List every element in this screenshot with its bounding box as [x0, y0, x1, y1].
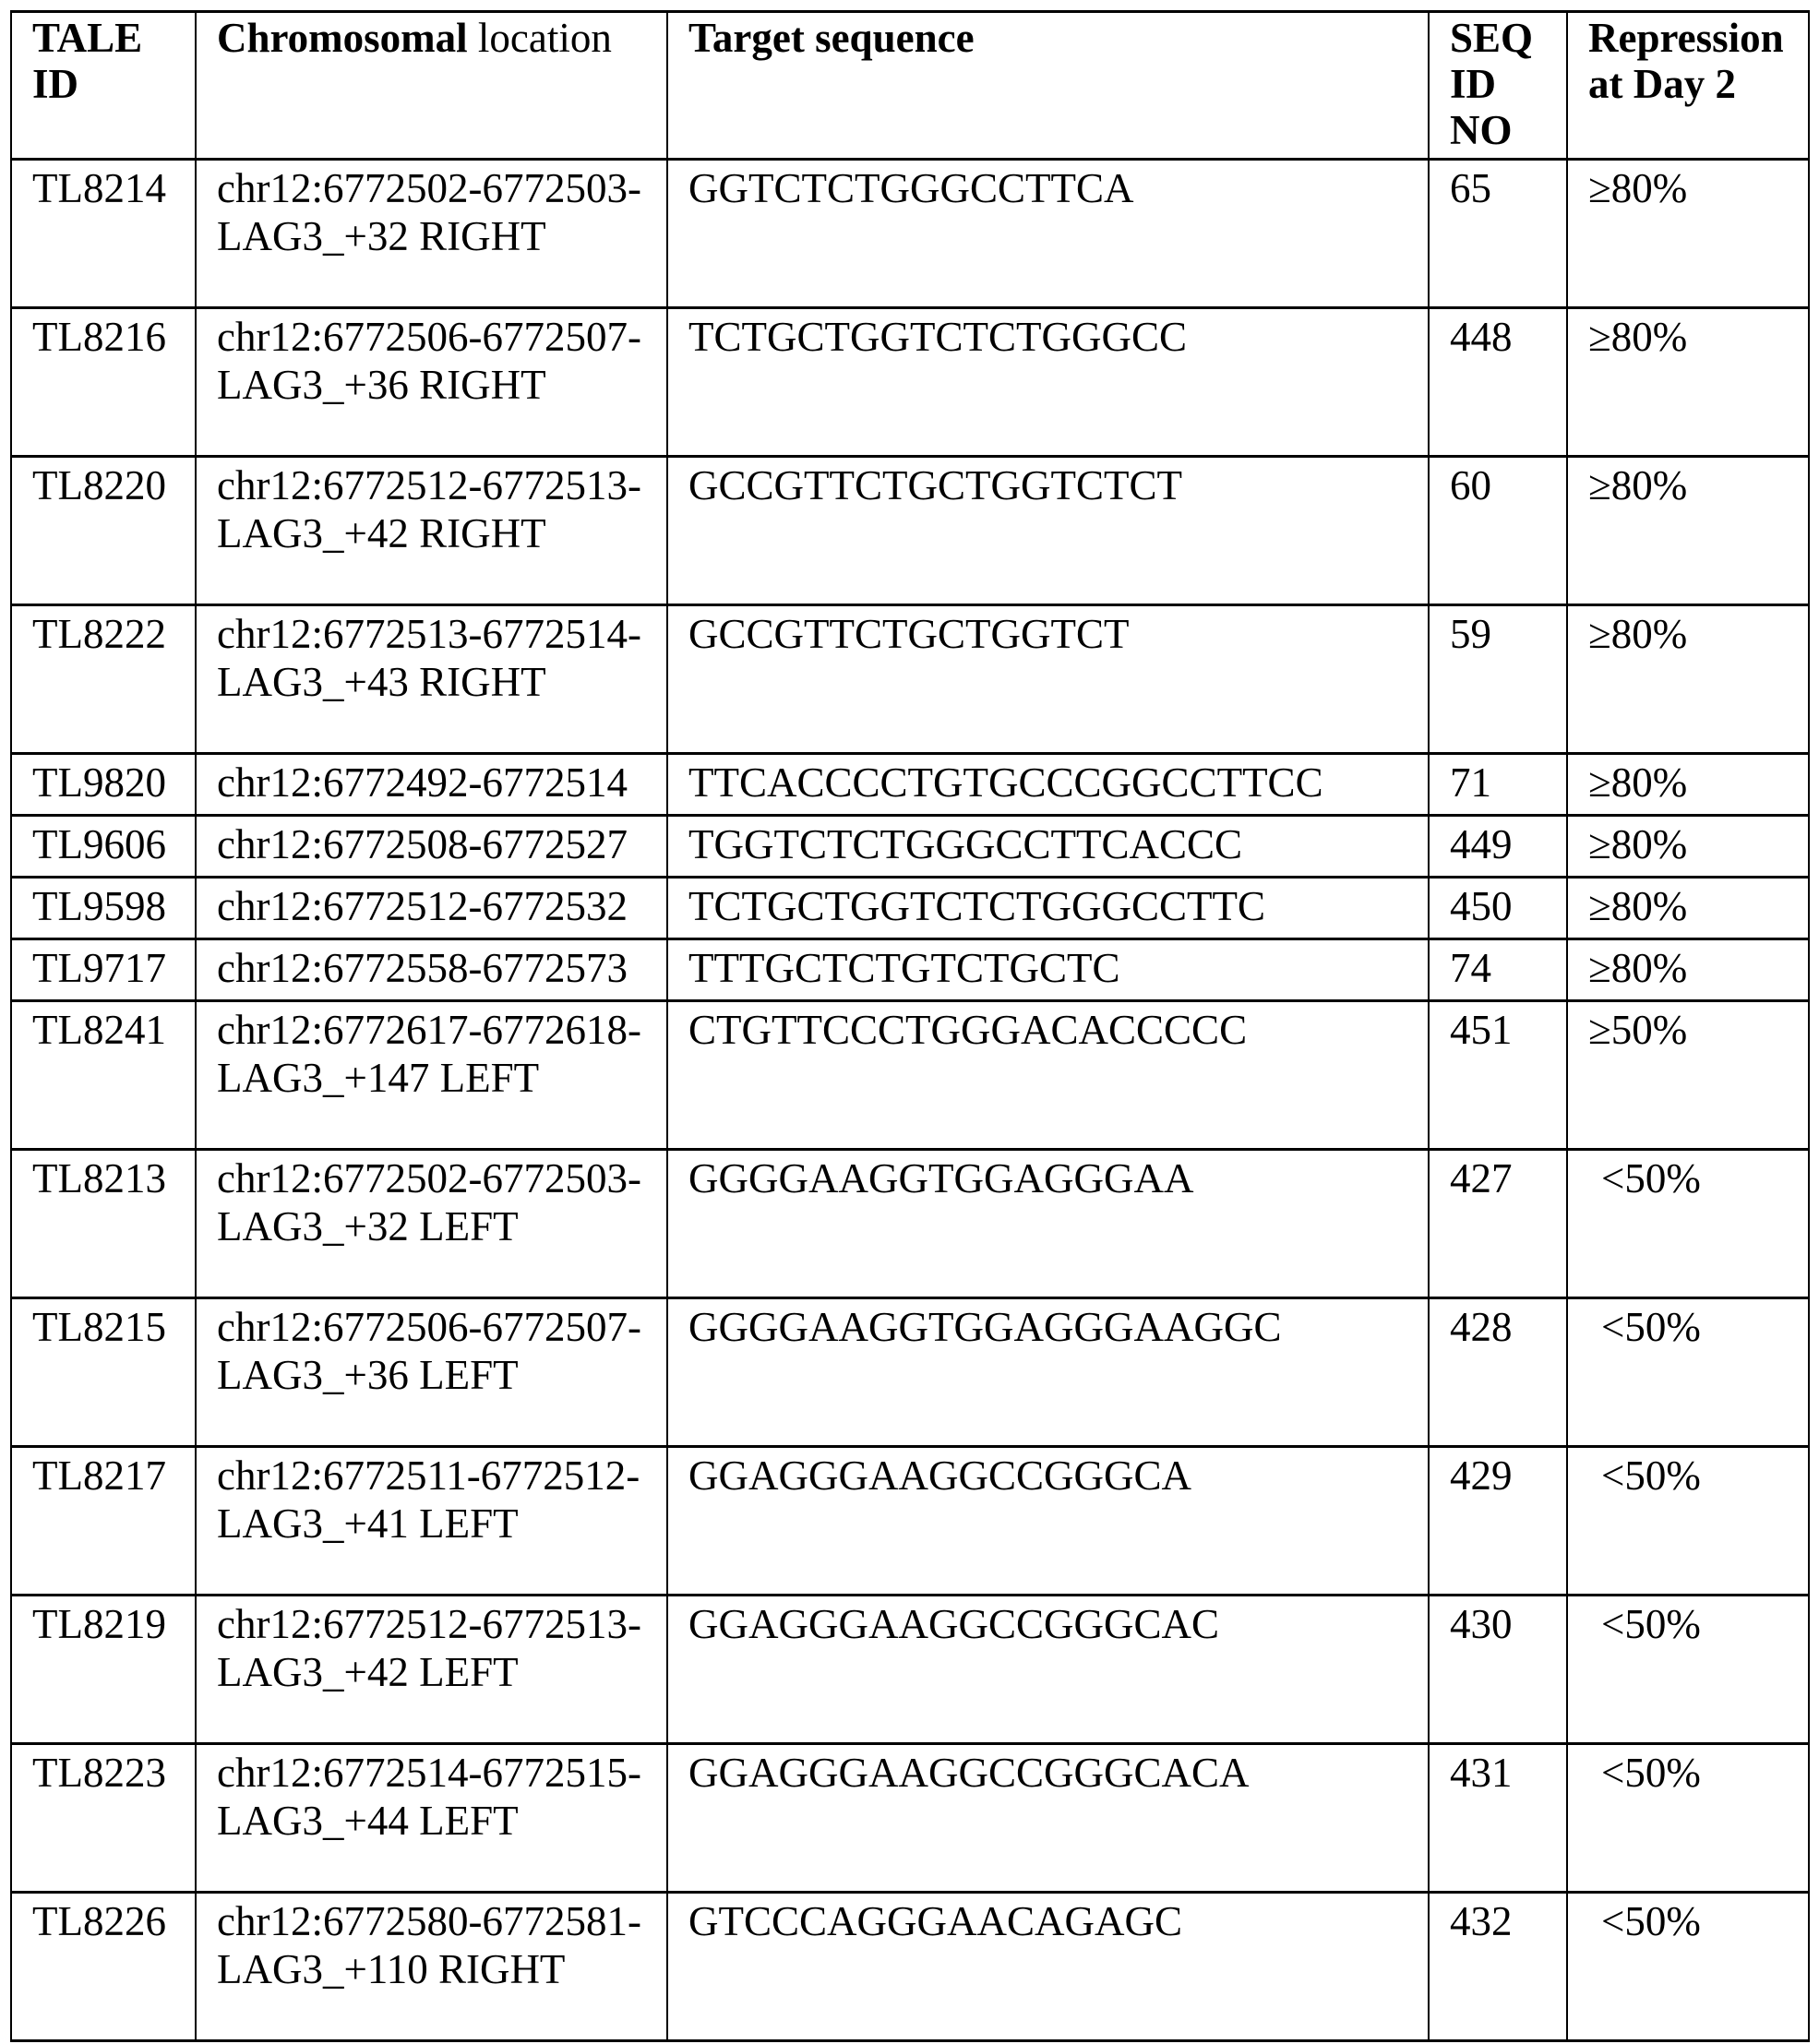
- table-row: [11, 1893, 1809, 2041]
- cell-chromosomal-location: chr12:6772506-6772507-LAG3_+36 RIGHT: [196, 308, 667, 457]
- cell-target-sequence: GGGGAAGGTGGAGGGAAGGC: [667, 1298, 1429, 1447]
- table-row: [11, 754, 1809, 816]
- cell-repression: ≥80%: [1567, 308, 1809, 457]
- cell-repression: ≥80%: [1567, 160, 1809, 308]
- cell-target-sequence: GCCGTTCTGCTGGTCTCT: [667, 457, 1429, 605]
- cell-seq-id-no: 432: [1429, 1893, 1567, 2041]
- cell-chromosomal-location: chr12:6772508-6772527: [196, 816, 667, 878]
- cell-tale-id: TL8213: [11, 1150, 196, 1298]
- header-location-normal: location: [467, 15, 612, 61]
- cell-seq-id-no: 428: [1429, 1298, 1567, 1447]
- cell-tale-id: TL8217: [11, 1447, 196, 1596]
- cell-tale-id: TL8216: [11, 308, 196, 457]
- table-row: [11, 308, 1809, 457]
- cell-seq-id-no: 448: [1429, 308, 1567, 457]
- cell-target-sequence: GGAGGGAAGGCCGGGCA: [667, 1447, 1429, 1596]
- cell-chromosomal-location: chr12:6772512-6772513-LAG3_+42 LEFT: [196, 1596, 667, 1744]
- table-row: [11, 1447, 1809, 1596]
- cell-tale-id: TL8219: [11, 1596, 196, 1744]
- tale-repression-table: [10, 10, 1810, 2042]
- cell-tale-id: TL9598: [11, 878, 196, 939]
- cell-repression: ≥80%: [1567, 878, 1809, 939]
- cell-seq-id-no: 431: [1429, 1744, 1567, 1893]
- cell-target-sequence: GGGGAAGGTGGAGGGAA: [667, 1150, 1429, 1298]
- cell-repression: <50%: [1567, 1893, 1809, 2041]
- cell-tale-id: TL8222: [11, 605, 196, 754]
- cell-target-sequence: CTGTTCCCTGGGACACCCCC: [667, 1001, 1429, 1150]
- cell-repression: <50%: [1567, 1744, 1809, 1893]
- table-row: [11, 939, 1809, 1001]
- cell-seq-id-no: 450: [1429, 878, 1567, 939]
- cell-tale-id: TL8215: [11, 1298, 196, 1447]
- cell-target-sequence: TCTGCTGGTCTCTGGGCC: [667, 308, 1429, 457]
- cell-repression: <50%: [1567, 1150, 1809, 1298]
- cell-tale-id: TL8220: [11, 457, 196, 605]
- cell-tale-id: TL8241: [11, 1001, 196, 1150]
- cell-repression: ≥80%: [1567, 754, 1809, 816]
- table-row: [11, 1298, 1809, 1447]
- cell-target-sequence: GTCCCAGGGAACAGAGC: [667, 1893, 1429, 2041]
- cell-tale-id: TL8223: [11, 1744, 196, 1893]
- cell-tale-id: TL9606: [11, 816, 196, 878]
- cell-tale-id: TL8214: [11, 160, 196, 308]
- cell-repression: ≥80%: [1567, 605, 1809, 754]
- cell-repression: <50%: [1567, 1596, 1809, 1744]
- cell-repression: ≥80%: [1567, 457, 1809, 605]
- cell-chromosomal-location: chr12:6772511-6772512-LAG3_+41 LEFT: [196, 1447, 667, 1596]
- cell-chromosomal-location: chr12:6772502-6772503-LAG3_+32 RIGHT: [196, 160, 667, 308]
- cell-chromosomal-location: chr12:6772617-6772618-LAG3_+147 LEFT: [196, 1001, 667, 1150]
- cell-seq-id-no: 430: [1429, 1596, 1567, 1744]
- cell-repression: <50%: [1567, 1447, 1809, 1596]
- table-row: [11, 816, 1809, 878]
- header-chromosomal-bold: Chromosomal: [217, 15, 468, 61]
- cell-repression: ≥80%: [1567, 939, 1809, 1001]
- cell-repression: ≥50%: [1567, 1001, 1809, 1150]
- cell-chromosomal-location: chr12:6772506-6772507-LAG3_+36 LEFT: [196, 1298, 667, 1447]
- cell-target-sequence: GGTCTCTGGGCCTTCA: [667, 160, 1429, 308]
- cell-chromosomal-location: chr12:6772513-6772514-LAG3_+43 RIGHT: [196, 605, 667, 754]
- table-row: [11, 160, 1809, 308]
- header-seq-id-no: SEQ ID NO: [1429, 12, 1567, 160]
- table-row: [11, 1150, 1809, 1298]
- table-row: [11, 1001, 1809, 1150]
- table-row: [11, 1744, 1809, 1893]
- cell-target-sequence: GCCGTTCTGCTGGTCT: [667, 605, 1429, 754]
- cell-repression: ≥80%: [1567, 816, 1809, 878]
- table-row: [11, 878, 1809, 939]
- cell-chromosomal-location: chr12:6772514-6772515-LAG3_+44 LEFT: [196, 1744, 667, 1893]
- table-row: [11, 1596, 1809, 1744]
- header-tale-id: TALE ID: [11, 12, 196, 160]
- cell-repression: <50%: [1567, 1298, 1809, 1447]
- cell-tale-id: TL9717: [11, 939, 196, 1001]
- cell-tale-id: TL9820: [11, 754, 196, 816]
- cell-chromosomal-location: chr12:6772512-6772532: [196, 878, 667, 939]
- cell-tale-id: TL8226: [11, 1893, 196, 2041]
- cell-seq-id-no: 451: [1429, 1001, 1567, 1150]
- cell-seq-id-no: 59: [1429, 605, 1567, 754]
- cell-chromosomal-location: chr12:6772512-6772513-LAG3_+42 RIGHT: [196, 457, 667, 605]
- cell-chromosomal-location: chr12:6772580-6772581-LAG3_+110 RIGHT: [196, 1893, 667, 2041]
- cell-target-sequence: GGAGGGAAGGCCGGGCACA: [667, 1744, 1429, 1893]
- table-row: [11, 457, 1809, 605]
- cell-chromosomal-location: chr12:6772558-6772573: [196, 939, 667, 1001]
- cell-seq-id-no: 429: [1429, 1447, 1567, 1596]
- table-row: [11, 605, 1809, 754]
- cell-target-sequence: TTTGCTCTGTCTGCTC: [667, 939, 1429, 1001]
- cell-seq-id-no: 74: [1429, 939, 1567, 1001]
- cell-target-sequence: TTCACCCCTGTGCCCGGCCTTCC: [667, 754, 1429, 816]
- cell-seq-id-no: 71: [1429, 754, 1567, 816]
- table-body: [11, 160, 1809, 2041]
- header-repression-day2: Repression at Day 2: [1567, 12, 1809, 160]
- cell-seq-id-no: 60: [1429, 457, 1567, 605]
- cell-seq-id-no: 65: [1429, 160, 1567, 308]
- header-target-sequence: Target sequence: [667, 12, 1429, 160]
- header-row: [11, 12, 1809, 160]
- cell-chromosomal-location: chr12:6772502-6772503-LAG3_+32 LEFT: [196, 1150, 667, 1298]
- header-chromosomal-location: [196, 12, 667, 160]
- cell-seq-id-no: 449: [1429, 816, 1567, 878]
- cell-target-sequence: TGGTCTCTGGGCCTTCACCC: [667, 816, 1429, 878]
- cell-target-sequence: GGAGGGAAGGCCGGGCAC: [667, 1596, 1429, 1744]
- cell-chromosomal-location: chr12:6772492-6772514: [196, 754, 667, 816]
- cell-seq-id-no: 427: [1429, 1150, 1567, 1298]
- cell-target-sequence: TCTGCTGGTCTCTGGGCCTTC: [667, 878, 1429, 939]
